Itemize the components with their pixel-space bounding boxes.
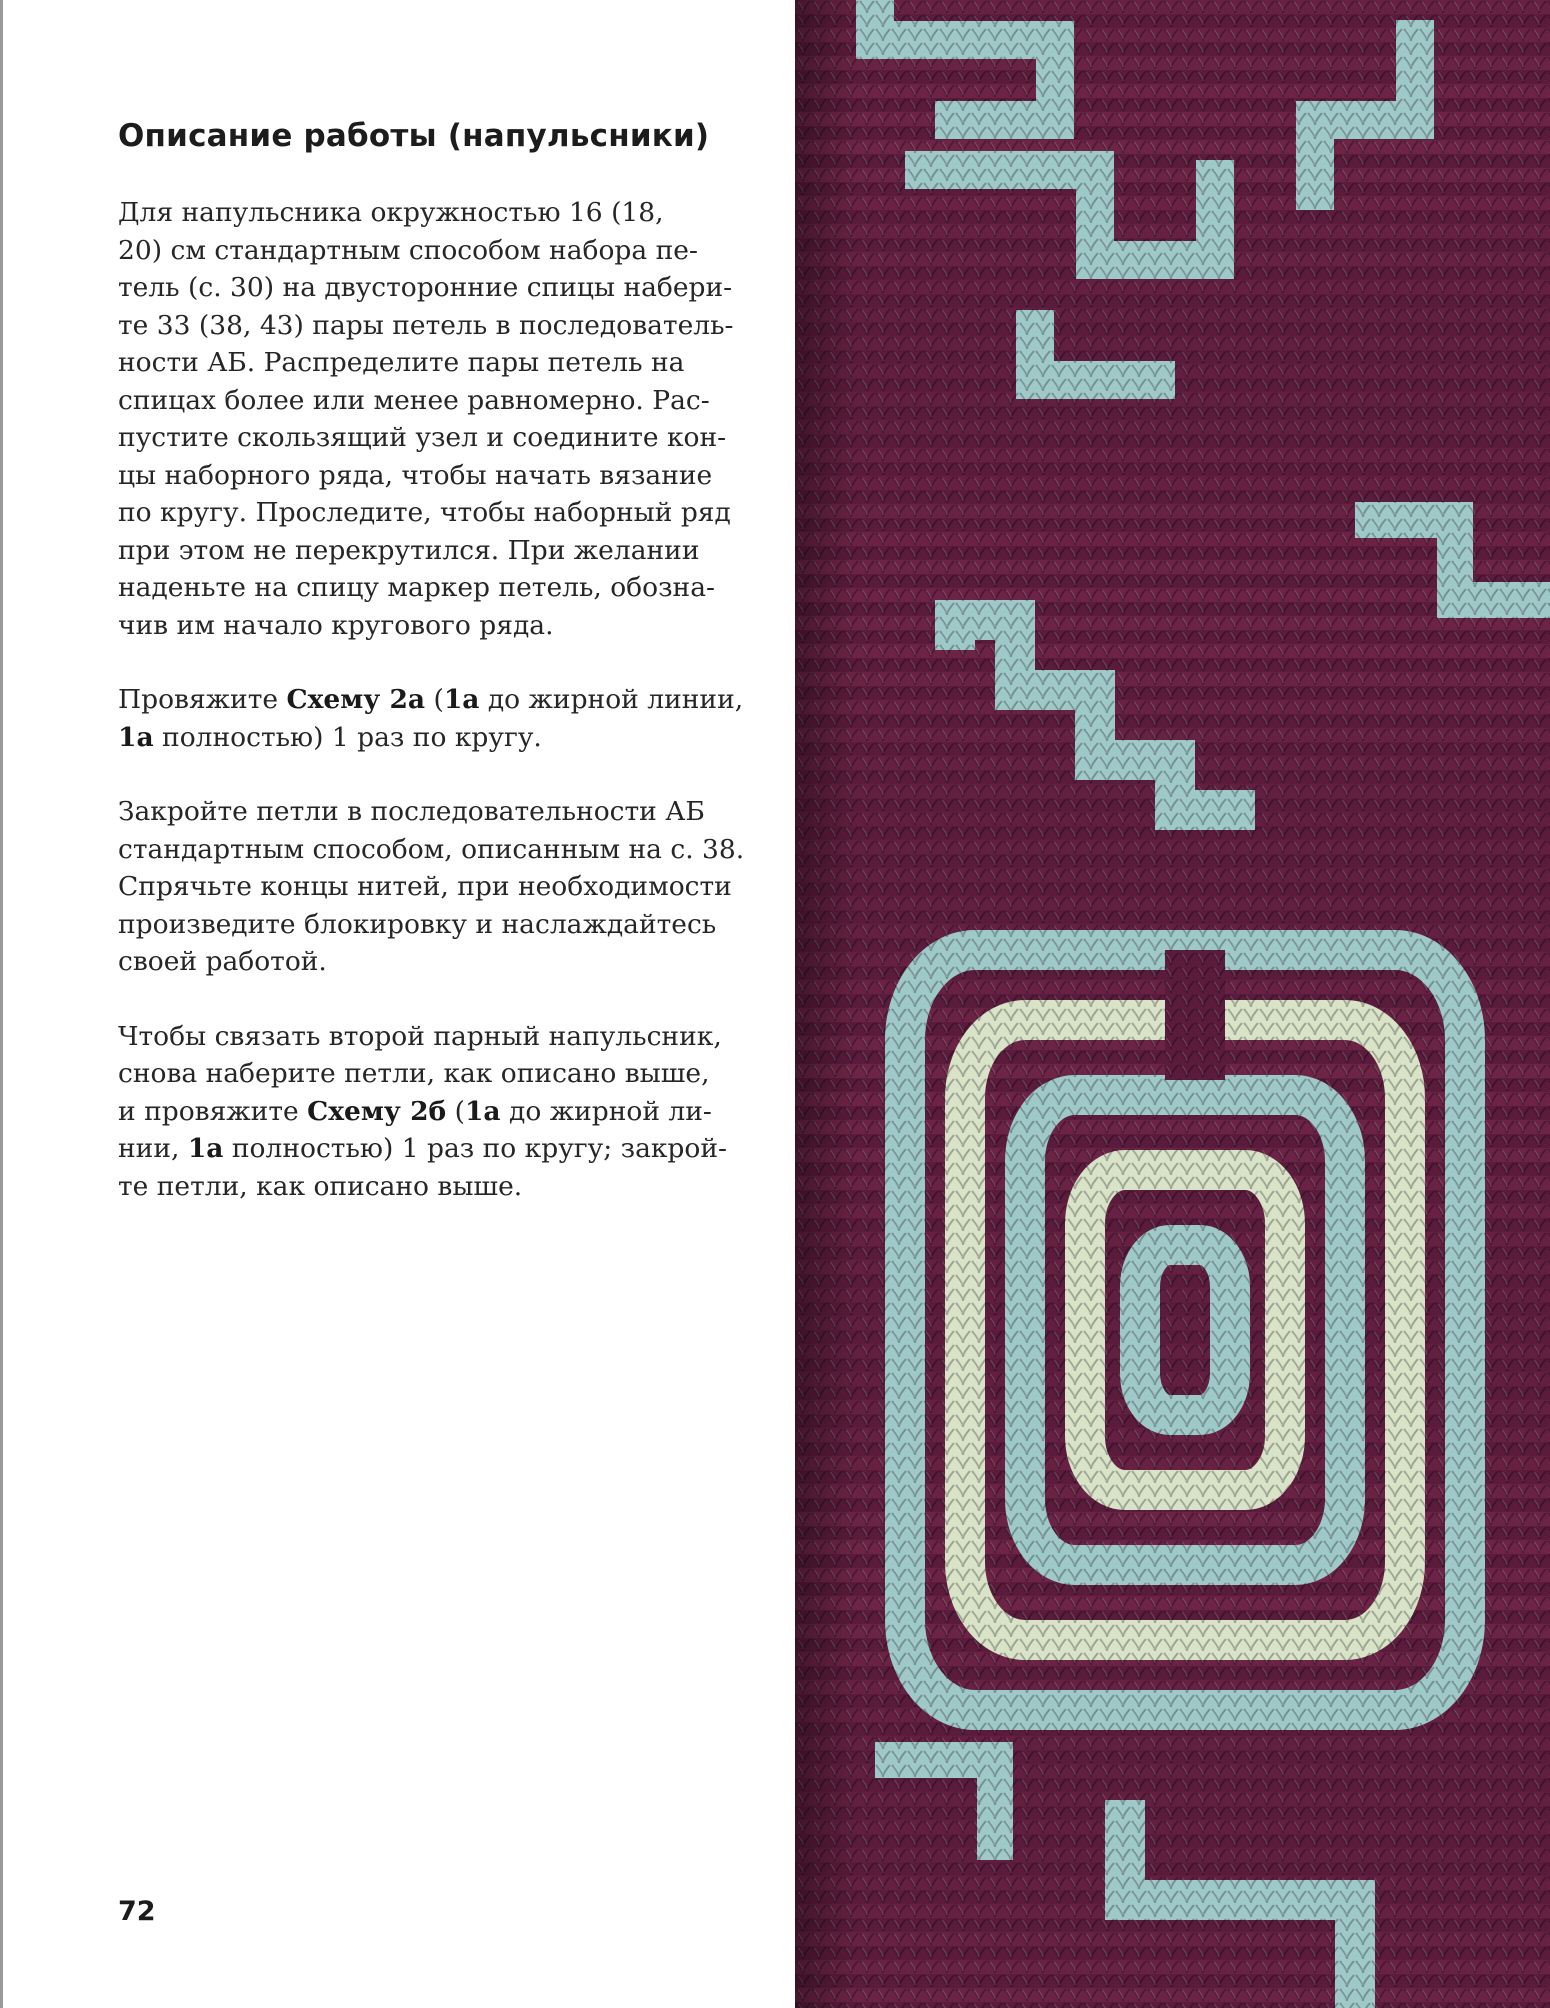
bold-reference: 1а <box>118 721 154 753</box>
paragraph-second-cuff <box>118 1018 758 1206</box>
text-line: произведите блокировку и наслаждайтесь <box>118 908 717 940</box>
paragraph-cast-on <box>118 194 758 644</box>
text-run: и провяжите <box>118 1095 308 1127</box>
text-run: Чтобы связать второй парный напульсник, <box>118 1020 722 1052</box>
text-run: Провяжите <box>118 684 287 715</box>
text-run: ( <box>446 1095 465 1127</box>
text-column <box>118 118 758 1242</box>
text-run: те петли, как описано выше. <box>118 1170 523 1202</box>
bold-reference: Схему 2а <box>286 684 426 715</box>
text-line: спицах более или менее равномерно. Рас- <box>118 384 710 416</box>
text-line: те 33 (38, 43) пары петель в последователь- <box>118 309 734 341</box>
paragraph-chart-2a <box>118 681 758 756</box>
text-run: полностью) 1 раз по кругу; закрой- <box>223 1133 727 1164</box>
text-line: стандартным способом, описанным на с. 38. <box>118 833 745 865</box>
text-line: по кругу. Проследите, чтобы наборный ряд <box>118 497 731 528</box>
text-run: нии, <box>118 1133 188 1164</box>
paragraph-bind-off <box>118 793 758 981</box>
text-line: наденьте на спицу маркер петель, обозна- <box>118 572 715 603</box>
text-run: ( <box>425 684 444 715</box>
text-run: до жирной линии, <box>479 684 744 715</box>
page-title: Описание работы (напульсники) <box>118 118 710 154</box>
fabric-edge-shadow <box>795 0 1550 2008</box>
text-line: Для напульсника окружностью 16 (18, <box>118 197 664 228</box>
text-line: при этом не перекрутился. При желании <box>118 534 700 566</box>
text-run: до жирной ли- <box>500 1095 712 1127</box>
text-line: Спрячьте концы нитей, при необходимости <box>118 871 732 902</box>
bold-reference: 1а <box>464 1095 501 1127</box>
text-line: Закройте петли в последовательности АБ <box>118 796 705 827</box>
text-line: тель (с. 30) на двусторонние спицы набери- <box>118 272 733 303</box>
text-line: чив им начало кругового ряда. <box>118 609 554 641</box>
text-line: пустите скользящий узел и соедините кон- <box>118 422 727 453</box>
page-number: 72 <box>118 1896 156 1927</box>
bold-reference: Схему 2б <box>307 1095 447 1127</box>
bold-reference: 1а <box>443 684 480 715</box>
text-run: полностью) 1 раз по кругу. <box>153 721 542 753</box>
page-edge <box>0 0 3 2008</box>
text-line: своей работой. <box>118 946 327 977</box>
text-line: ности АБ. Распределите пары петель на <box>118 347 685 378</box>
knitted-pattern-illustration <box>795 0 1550 2008</box>
knitted-fabric-photo <box>795 0 1550 2008</box>
text-line: цы наборного ряда, чтобы начать вязание <box>118 459 713 491</box>
text-line: 20) см стандартным способом набора пе- <box>118 234 698 266</box>
bold-reference: 1а <box>187 1133 224 1164</box>
text-run: снова наберите петли, как описано выше, <box>118 1058 710 1089</box>
